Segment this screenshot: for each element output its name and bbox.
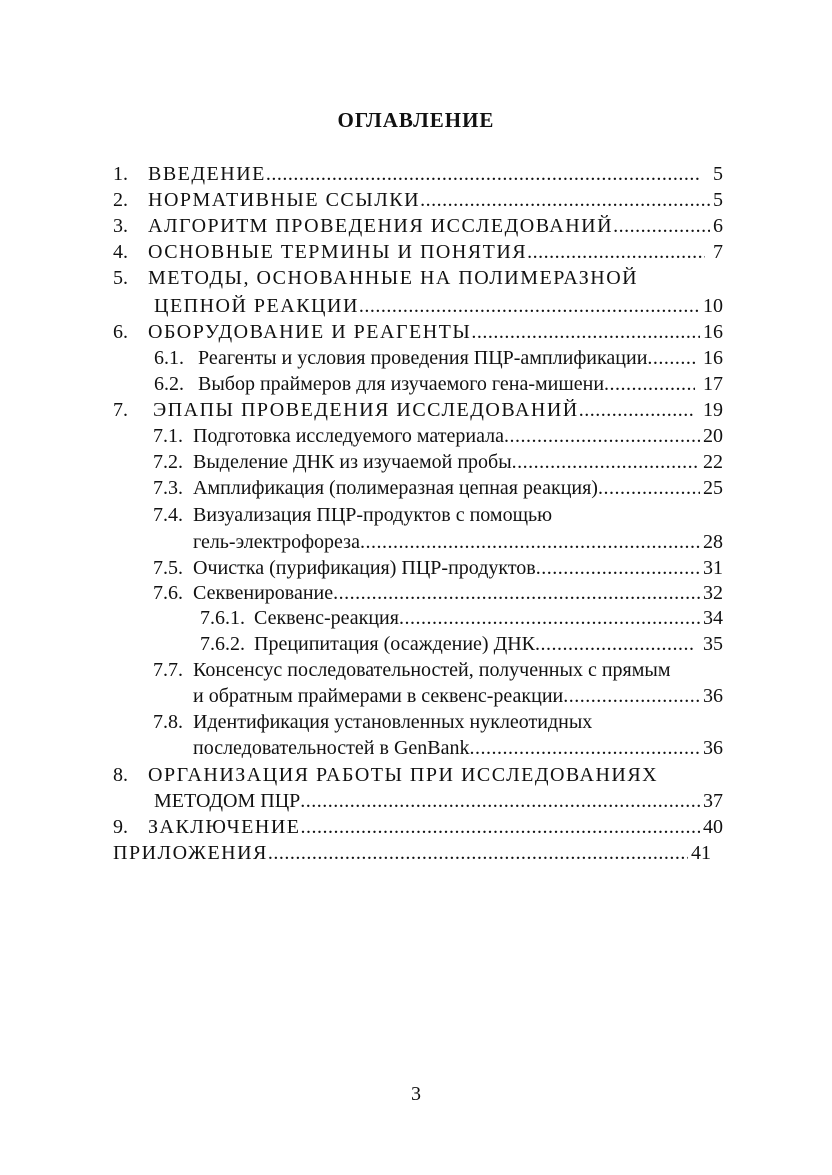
toc-entry-title: Подготовка исследуемого материала xyxy=(193,425,505,447)
toc-entry-title-continued: и обратным праймерами в секвенс-реакции xyxy=(193,685,564,707)
dot-leader xyxy=(535,631,695,657)
toc-entry-continuation[interactable] xyxy=(154,293,723,319)
toc-entry[interactable] xyxy=(113,239,723,265)
toc-entry-number: 7.1. xyxy=(153,425,183,447)
toc-entry-page: 20 xyxy=(703,425,723,447)
toc-entry-title-continued: последовательностей в GenBank xyxy=(193,737,470,759)
toc-entry[interactable] xyxy=(113,161,723,187)
toc-entry-page: 7 xyxy=(713,241,723,263)
dot-leader xyxy=(527,239,705,265)
toc-entry-page: 10 xyxy=(703,295,723,317)
toc-entry-page: 41 xyxy=(691,842,711,864)
toc-entry-page: 6 xyxy=(713,215,723,237)
dot-leader xyxy=(359,293,700,319)
toc-entry-title-continued: гель-электрофореза xyxy=(193,531,360,553)
toc-entry-title: Очистка (пурификация) ПЦР-продуктов xyxy=(193,557,536,579)
toc-entry-number: 6.2. xyxy=(154,373,184,395)
toc-entry-title: НОРМАТИВНЫЕ ССЫЛКИ xyxy=(148,189,421,211)
dot-leader xyxy=(300,814,700,840)
toc-entry-page: 35 xyxy=(703,633,723,655)
toc-entry[interactable] xyxy=(113,213,723,239)
toc-entry[interactable] xyxy=(153,555,723,581)
toc-entry-number: 7.3. xyxy=(153,477,183,499)
toc-entry-number: 8. xyxy=(113,764,128,786)
dot-leader xyxy=(420,187,710,213)
toc-entry-title: Консенсус последовательностей, полученных с прямым xyxy=(193,659,671,681)
toc-entry-page: 36 xyxy=(703,685,723,707)
toc-entry-title: Выделение ДНК из изучаемой пробы xyxy=(193,451,512,473)
toc-title: ОГЛАВЛЕНИЕ xyxy=(337,108,495,132)
toc-entry-page: 19 xyxy=(703,399,723,421)
toc-entry-title: Идентификация установленных нуклеотидных xyxy=(193,711,593,733)
toc-entry-page: 40 xyxy=(703,816,723,838)
dot-leader xyxy=(471,319,700,345)
toc-entry-number: 6.1. xyxy=(154,347,184,369)
toc-entry-number: 3. xyxy=(113,215,128,237)
toc-entry-title: Амплификация (полимеразная цепная реакция) xyxy=(193,477,598,499)
page-number: 3 xyxy=(411,1083,421,1105)
dot-leader xyxy=(604,371,695,397)
toc-entry-title-continued: ЦЕПНОЙ РЕАКЦИИ xyxy=(154,295,359,317)
toc-entry-continuation[interactable] xyxy=(193,735,723,761)
dot-leader xyxy=(469,735,700,761)
toc-entry[interactable] xyxy=(154,371,723,397)
toc-entry[interactable] xyxy=(153,475,723,501)
toc-entry-title: ОСНОВНЫЕ ТЕРМИНЫ И ПОНЯТИЯ xyxy=(148,241,528,263)
toc-entry-title: Секвенирование xyxy=(193,582,334,604)
toc-entry-title: ЭПАПЫ ПРОВЕДЕНИЯ ИССЛЕДОВАНИЙ xyxy=(153,399,579,421)
toc-entry-page: 31 xyxy=(703,557,723,579)
dot-leader xyxy=(399,605,700,631)
toc-entry[interactable] xyxy=(113,265,723,291)
toc-entry-page: 5 xyxy=(713,189,723,211)
toc-entry-number: 9. xyxy=(113,816,128,838)
toc-entry-number: 7.2. xyxy=(153,451,183,473)
toc-entry[interactable] xyxy=(153,449,723,475)
toc-entry-number: 7.5. xyxy=(153,557,183,579)
toc-entry[interactable] xyxy=(113,397,723,423)
toc-entry[interactable] xyxy=(153,580,723,606)
toc-entry[interactable] xyxy=(200,605,723,631)
toc-entry-number: 4. xyxy=(113,241,128,263)
dot-leader xyxy=(268,840,688,866)
toc-entry-number: 7.4. xyxy=(153,504,183,526)
dot-leader xyxy=(579,397,695,423)
toc-entry[interactable] xyxy=(113,187,723,213)
toc-entry-page: 22 xyxy=(703,451,723,473)
toc-entry-title-continued: МЕТОДОМ ПЦР xyxy=(154,790,301,812)
toc-entry-page: 17 xyxy=(703,373,723,395)
toc-entry-title: АЛГОРИТМ ПРОВЕДЕНИЯ ИССЛЕДОВАНИЙ xyxy=(148,215,614,237)
toc-entry[interactable] xyxy=(113,762,723,788)
toc-entry-number: 5. xyxy=(113,267,128,289)
toc-entry-continuation[interactable] xyxy=(154,788,723,814)
toc-entry-page: 36 xyxy=(703,737,723,759)
toc-entry-page: 16 xyxy=(703,321,723,343)
toc-entry-number: 6. xyxy=(113,321,128,343)
toc-entry-title: Выбор праймеров для изучаемого гена-мишени xyxy=(198,373,605,395)
toc-entry-page: 5 xyxy=(713,163,723,185)
toc-entry-number: 7.6. xyxy=(153,582,183,604)
toc-entry-page: 28 xyxy=(703,531,723,553)
dot-leader xyxy=(536,555,700,581)
toc-entry[interactable] xyxy=(113,319,723,345)
toc-entry-number: 7.8. xyxy=(153,711,183,733)
toc-entry-continuation[interactable] xyxy=(193,683,723,709)
toc-entry-page: 16 xyxy=(703,347,723,369)
toc-entry-number: 7.6.1. xyxy=(200,607,245,629)
toc-entry-continuation[interactable] xyxy=(193,529,723,555)
toc-entry-title: Секвенс-реакция xyxy=(254,607,399,629)
dot-leader xyxy=(563,683,700,709)
dot-leader xyxy=(266,161,699,187)
toc-entry[interactable] xyxy=(153,709,723,735)
dot-leader xyxy=(360,529,700,555)
dot-leader xyxy=(598,475,700,501)
toc-entry-title: МЕТОДЫ, ОСНОВАННЫЕ НА ПОЛИМЕРАЗНОЙ xyxy=(148,267,639,289)
toc-entry-number: 1. xyxy=(113,163,128,185)
toc-entry[interactable] xyxy=(113,840,711,866)
dot-leader xyxy=(300,788,700,814)
toc-entry[interactable] xyxy=(200,631,723,657)
dot-leader xyxy=(647,345,697,371)
toc-entry-title: Преципитация (осаждение) ДНК xyxy=(254,633,535,655)
toc-entry-title: ВВЕДЕНИЕ xyxy=(148,163,266,185)
toc-entry[interactable] xyxy=(154,345,723,371)
toc-entry-number: 7.6.2. xyxy=(200,633,245,655)
toc-entry-number: 2. xyxy=(113,189,128,211)
toc-entry-title: ОРГАНИЗАЦИЯ РАБОТЫ ПРИ ИССЛЕДОВАНИЯХ xyxy=(148,764,659,786)
toc-entry-title: Визуализация ПЦР-продуктов с помощью xyxy=(193,504,553,526)
toc-entry-title: ЗАКЛЮЧЕНИЕ xyxy=(148,816,301,838)
toc-entry-page: 32 xyxy=(703,582,723,604)
toc-entry[interactable] xyxy=(113,814,723,840)
toc-entry-title: Реагенты и условия проведения ПЦР-амплификации xyxy=(198,347,648,369)
toc-entry-page: 37 xyxy=(703,790,723,812)
toc-entry[interactable] xyxy=(153,423,723,449)
toc-entry-number: 7.7. xyxy=(153,659,183,681)
dot-leader xyxy=(512,449,700,475)
dot-leader xyxy=(613,213,710,239)
toc-entry-page: 25 xyxy=(703,477,723,499)
toc-entry-title: ПРИЛОЖЕНИЯ xyxy=(113,842,268,864)
toc-entry-number: 7. xyxy=(113,399,128,421)
toc-entry[interactable] xyxy=(153,657,723,683)
dot-leader xyxy=(333,580,700,606)
dot-leader xyxy=(504,423,700,449)
toc-entry-page: 34 xyxy=(703,607,723,629)
toc-entry[interactable] xyxy=(153,502,723,528)
toc-entry-title: ОБОРУДОВАНИЕ И РЕАГЕНТЫ xyxy=(148,321,472,343)
